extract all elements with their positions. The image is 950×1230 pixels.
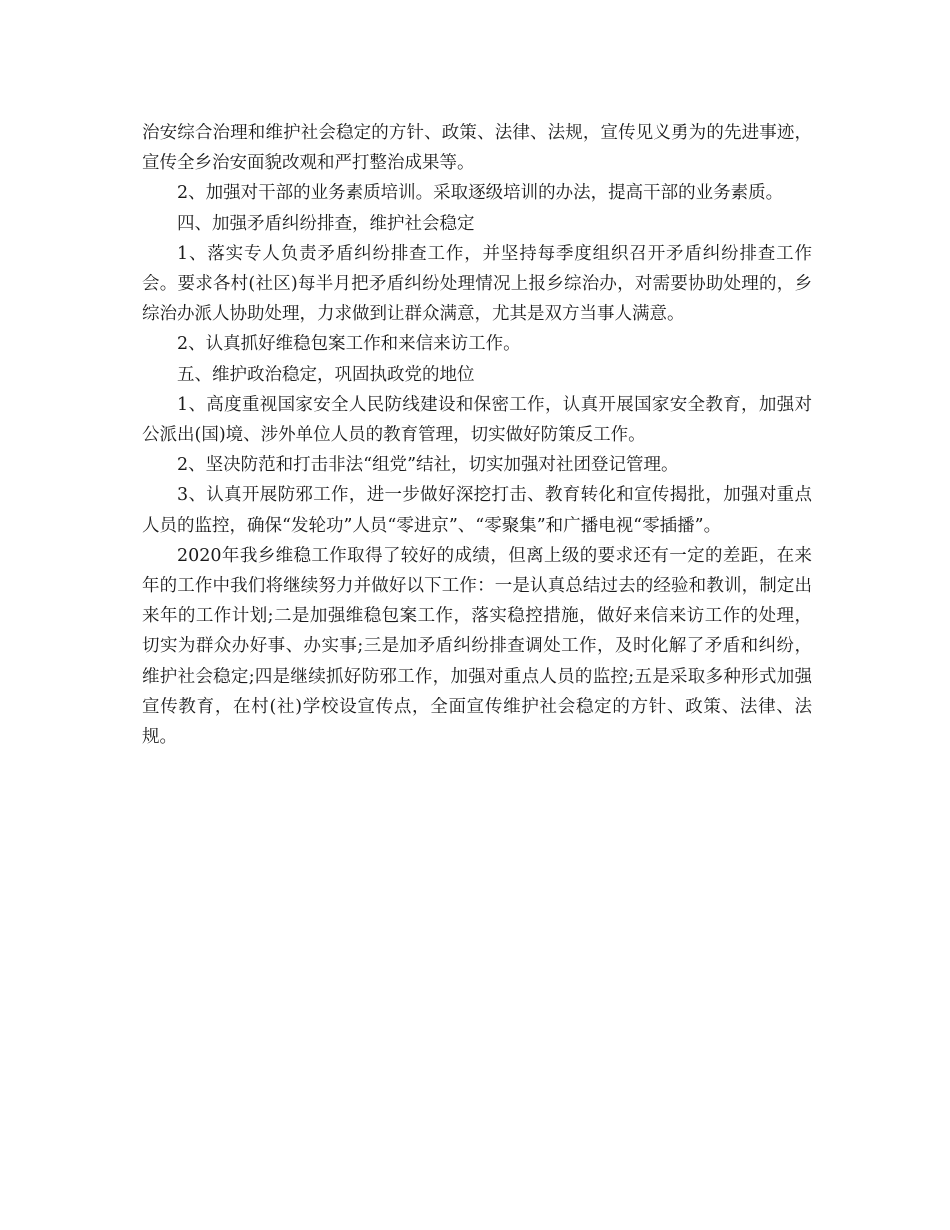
paragraph-illegal-parties: 2、坚决防范和打击非法“组党”结社，切实加强对社团登记管理。	[177, 455, 679, 476]
section-heading-four: 四、加强矛盾纠纷排查，维护社会稳定	[177, 213, 475, 234]
paragraph-petition-work: 2、认真抓好维稳包案工作和来信来访工作。	[177, 334, 521, 355]
paragraph-national-security: 1、高度重视国家安全人民防线建设和保密工作，认真开展国家安全教育，加强对公派出(国)境、涉外单位人员的教育管理，切实做好防策反工作。	[142, 394, 812, 446]
paragraph-cadre-training: 2、加强对干部的业务素质培训。采取逐级培训的办法，提高干部的业务素质。	[177, 183, 784, 204]
document-body	[142, 118, 812, 752]
paragraph-dispute-investigation: 1、落实专人负责矛盾纠纷排查工作，并坚持每季度组织召开矛盾纠纷排查工作会。要求各村(社区)每半月把矛盾纠纷处理情况上报乡综治办，对需要协助处理的，乡综治办派人协助处理，力求做到让群众满意，尤其是双方当事人满意。	[142, 243, 812, 325]
paragraph-summary-plan: 2020年我乡维稳工作取得了较好的成绩，但离上级的要求还有一定的差距，在来年的工作中我们将继续努力并做好以下工作：一是认真总结过去的经验和教训，制定出来年的工作计划;二是加强维稳包案工作，落实稳控措施，做好来信来访工作的处理，切实为群众办好事、办实事;三是加矛盾纠纷排查调处工作，及时化解了矛盾和纠纷，维护社会稳定;四是继续抓好防邪工作，加强对重点人员的监控;五是采取多种形式加强宣传教育，在村(社)学校设宣传点，全面宣传维护社会稳定的方针、政策、法律、法规。	[142, 545, 812, 748]
paragraph-continuation: 治安综合治理和维护社会稳定的方针、政策、法律、法规，宣传见义勇为的先进事迹，宣传全乡治安面貌改观和严打整治成果等。	[142, 123, 812, 174]
paragraph-anti-cult: 3、认真开展防邪工作，进一步做好深挖打击、教育转化和宣传揭批，加强对重点人员的监控，确保“发轮功”人员“零进京”、“零聚集”和广播电视“零插播”。	[142, 485, 812, 536]
section-heading-five: 五、维护政治稳定，巩固执政党的地位	[177, 364, 475, 385]
